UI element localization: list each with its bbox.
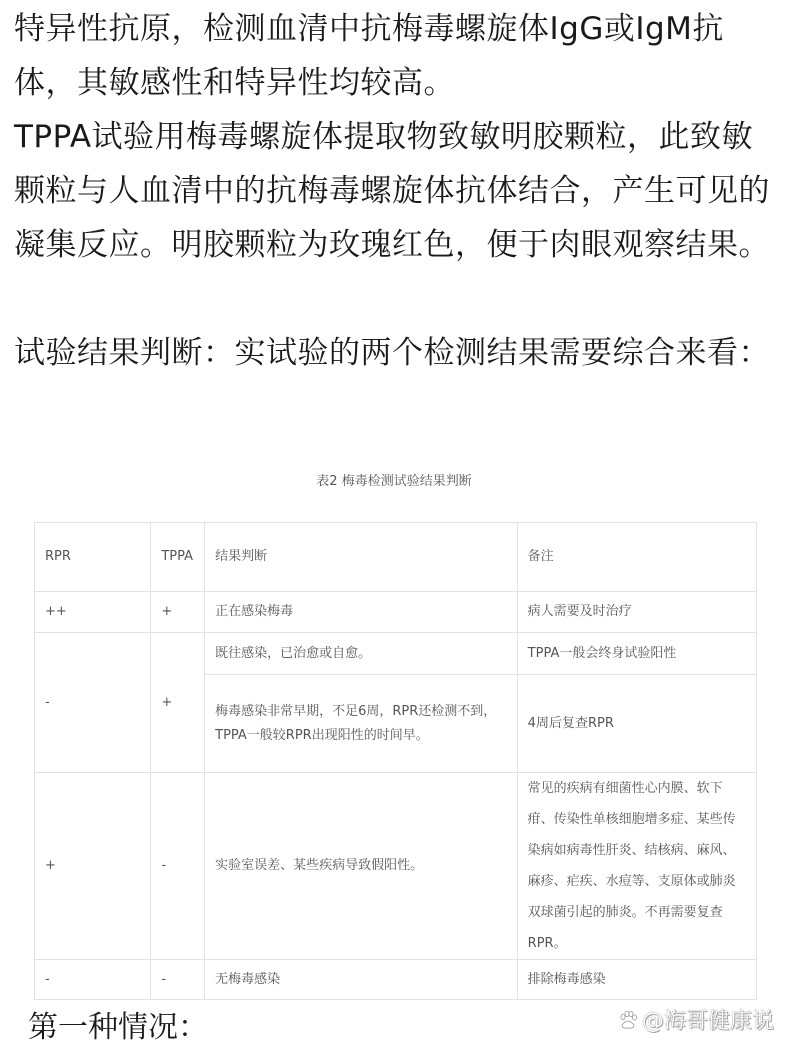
cell-rpr: - — [35, 633, 151, 773]
section-heading: 第一种情况： — [28, 1010, 208, 1045]
cell-rpr: ++ — [35, 592, 151, 633]
paragraph-result-judgment: 试验结果判断：实试验的两个检测结果需要综合来看： — [14, 335, 770, 371]
cell-note: 4周后复查RPR — [517, 675, 756, 773]
table-row — [35, 960, 757, 1000]
watermark-text: @海哥健康说 — [641, 1009, 774, 1034]
cell-tppa: + — [151, 592, 205, 633]
table-header-row — [35, 523, 757, 592]
cell-tppa: - — [151, 773, 205, 960]
table-row — [35, 633, 757, 675]
paragraph-antibody-test: 特异性抗原，检测血清中抗梅毒螺旋体IgG或IgM抗体，其敏感性和特异性均较高。 — [14, 11, 724, 101]
cell-note: 排除梅毒感染 — [517, 960, 756, 1000]
cell-tppa: + — [151, 633, 205, 773]
results-table — [34, 522, 757, 1000]
header-rpr: RPR — [35, 523, 151, 592]
table-row — [35, 592, 757, 633]
cell-result: 实验室误差、某些疾病导致假阳性。 — [205, 773, 518, 960]
cell-note: 常见的疾病有细菌性心内膜、软下疳、传染性单核细胞增多症、某些传染病如病毒性肝炎、结核病、麻风、麻疹、疟疾、水痘等、支原体或肺炎双球菌引起的肺炎。不再需要复查RPR。 — [517, 773, 756, 960]
cell-note: 病人需要及时治疗 — [517, 592, 756, 633]
cell-note: TPPA一般会终身试验阳性 — [517, 633, 756, 675]
cell-result: 梅毒感染非常早期，不足6周，RPR还检测不到，TPPA一般较RPR出现阳性的时间早。 — [205, 675, 518, 773]
header-result: 结果判断 — [205, 523, 518, 592]
cell-tppa: - — [151, 960, 205, 1000]
cell-rpr: - — [35, 960, 151, 1000]
cell-result: 无梅毒感染 — [205, 960, 518, 1000]
cell-result: 正在感染梅毒 — [205, 592, 518, 633]
paragraph-tppa-principle: TPPA试验用梅毒螺旋体提取物致敏明胶颗粒，此致敏颗粒与人血清中的抗梅毒螺旋体抗体结合，产生可见的凝集反应。明胶颗粒为玫瑰红色，便于肉眼观察结果。 — [14, 119, 770, 263]
cell-result: 既往感染，已治愈或自愈。 — [205, 633, 518, 675]
table-row — [35, 773, 757, 960]
paw-logo-icon — [618, 1010, 638, 1030]
header-tppa: TPPA — [151, 523, 205, 592]
cell-rpr: + — [35, 773, 151, 960]
header-note: 备注 — [517, 523, 756, 592]
table-caption: 表2 梅毒检测试验结果判断 — [316, 474, 472, 489]
watermark — [618, 1004, 774, 1035]
